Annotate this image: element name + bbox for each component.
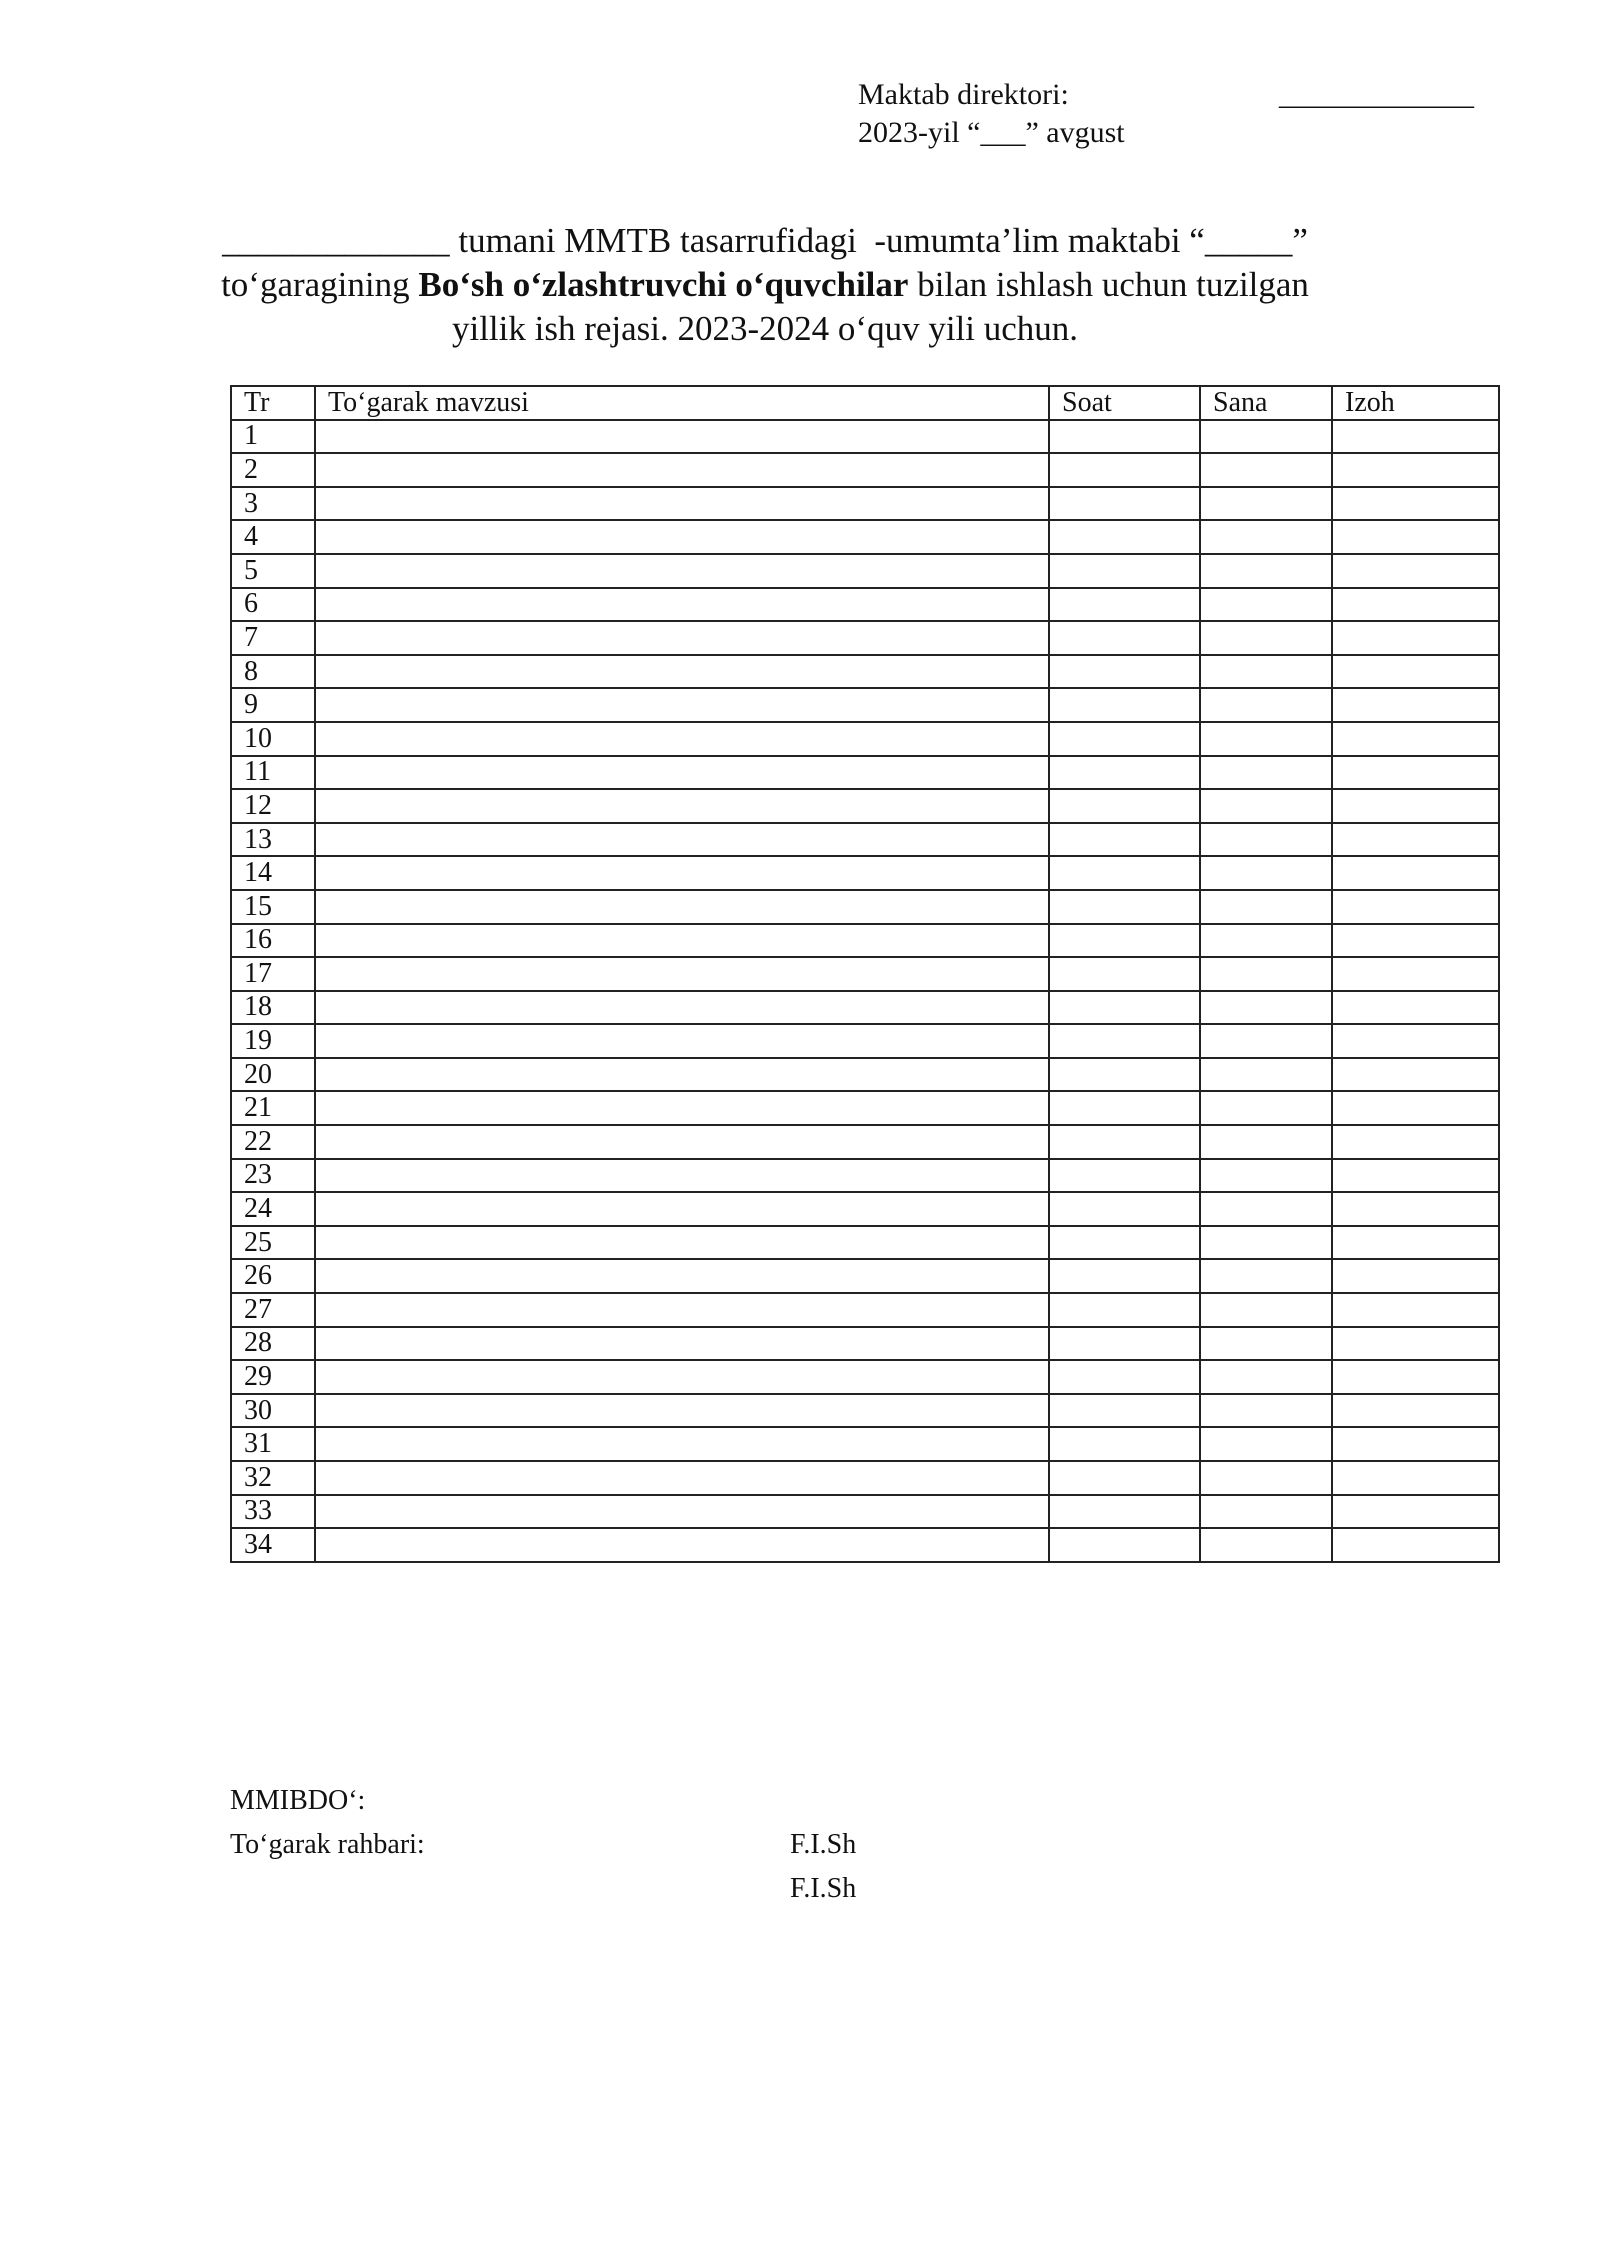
topic-cell[interactable]: [315, 1058, 1049, 1092]
soat-cell[interactable]: [1049, 856, 1200, 890]
sana-cell[interactable]: [1200, 1293, 1332, 1327]
table-row: [231, 856, 1499, 890]
table-row: [231, 1058, 1499, 1092]
table-row: [231, 722, 1499, 756]
topic-cell[interactable]: [315, 420, 1049, 454]
izoh-cell[interactable]: [1332, 991, 1499, 1025]
row-number: 9: [231, 688, 315, 722]
title-emphasis: Bo‘sh o‘zlashtruvchi o‘quvchilar: [418, 265, 909, 304]
title-line-3: yillik ish rejasi. 2023-2024 o‘quv yili uchun.: [451, 309, 1079, 348]
sana-cell[interactable]: [1200, 1226, 1332, 1260]
soat-cell[interactable]: [1049, 1495, 1200, 1529]
row-number: 18: [231, 991, 315, 1025]
izoh-cell[interactable]: [1332, 890, 1499, 924]
table-row: [231, 1495, 1499, 1529]
izoh-cell[interactable]: [1332, 856, 1499, 890]
row-number: 32: [231, 1461, 315, 1495]
column-header-tr: Tr: [231, 386, 315, 420]
table-row: [231, 1259, 1499, 1293]
row-number: 2: [231, 453, 315, 487]
soat-cell[interactable]: [1049, 1360, 1200, 1394]
row-number: 10: [231, 722, 315, 756]
row-number: 17: [231, 957, 315, 991]
table-row: [231, 621, 1499, 655]
sana-cell[interactable]: [1200, 655, 1332, 689]
table-row: [231, 1293, 1499, 1327]
topic-cell[interactable]: [315, 655, 1049, 689]
row-number: 14: [231, 856, 315, 890]
row-number: 6: [231, 588, 315, 622]
row-number: 19: [231, 1024, 315, 1058]
soat-cell[interactable]: [1049, 520, 1200, 554]
table-row: [231, 588, 1499, 622]
table-row: [231, 957, 1499, 991]
table-row: [231, 655, 1499, 689]
topic-cell[interactable]: [315, 621, 1049, 655]
izoh-cell[interactable]: [1332, 957, 1499, 991]
approval-date: 2023-yil “___” avgust: [858, 116, 1125, 149]
table-row: [231, 1528, 1499, 1562]
director-signature-line: _____________: [1279, 78, 1474, 111]
table-row: [231, 487, 1499, 521]
izoh-cell[interactable]: [1332, 1192, 1499, 1226]
izoh-cell[interactable]: [1332, 621, 1499, 655]
signature-footer: [230, 1735, 857, 1904]
row-number: 33: [231, 1495, 315, 1529]
izoh-cell[interactable]: [1332, 520, 1499, 554]
topic-cell[interactable]: [315, 1024, 1049, 1058]
row-number: 13: [231, 823, 315, 857]
izoh-cell[interactable]: [1332, 588, 1499, 622]
sana-cell[interactable]: [1200, 1259, 1332, 1293]
topic-cell[interactable]: [315, 520, 1049, 554]
table-body: [231, 420, 1499, 1562]
izoh-cell[interactable]: [1332, 823, 1499, 857]
izoh-cell[interactable]: [1332, 1528, 1499, 1562]
soat-cell[interactable]: [1049, 1058, 1200, 1092]
row-number: 4: [231, 520, 315, 554]
sana-cell[interactable]: [1200, 1058, 1332, 1092]
soat-cell[interactable]: [1049, 1226, 1200, 1260]
sana-cell[interactable]: [1200, 688, 1332, 722]
soat-cell[interactable]: [1049, 1293, 1200, 1327]
table-row: [231, 1360, 1499, 1394]
table-row: [231, 1024, 1499, 1058]
soat-cell[interactable]: [1049, 688, 1200, 722]
row-number: 15: [231, 890, 315, 924]
topic-cell[interactable]: [315, 1293, 1049, 1327]
director-label: Maktab direktori:: [858, 78, 1069, 111]
row-number: 30: [231, 1394, 315, 1428]
table-row: [231, 520, 1499, 554]
row-number: 8: [231, 655, 315, 689]
table-row: [231, 1192, 1499, 1226]
topic-cell[interactable]: [315, 722, 1049, 756]
row-number: 22: [231, 1125, 315, 1159]
column-header-topic: To‘garak mavzusi: [315, 386, 1049, 420]
table-row: [231, 1427, 1499, 1461]
sana-cell[interactable]: [1200, 957, 1332, 991]
column-header-sana: Sana: [1200, 386, 1332, 420]
izoh-cell[interactable]: [1332, 1293, 1499, 1327]
soat-cell[interactable]: [1049, 487, 1200, 521]
soat-cell[interactable]: [1049, 924, 1200, 958]
row-number: 29: [231, 1360, 315, 1394]
soat-cell[interactable]: [1049, 890, 1200, 924]
soat-cell[interactable]: [1049, 957, 1200, 991]
soat-cell[interactable]: [1049, 554, 1200, 588]
soat-cell[interactable]: [1049, 453, 1200, 487]
topic-cell[interactable]: [315, 856, 1049, 890]
table-row: [231, 823, 1499, 857]
sana-cell[interactable]: [1200, 856, 1332, 890]
sana-cell[interactable]: [1200, 1360, 1332, 1394]
sana-cell[interactable]: [1200, 1091, 1332, 1125]
table-row: [231, 1394, 1499, 1428]
row-number: 34: [231, 1528, 315, 1562]
izoh-cell[interactable]: [1332, 1058, 1499, 1092]
topic-cell[interactable]: [315, 1192, 1049, 1226]
topic-cell[interactable]: [315, 1327, 1049, 1361]
topic-cell[interactable]: [315, 789, 1049, 823]
soat-cell[interactable]: [1049, 1394, 1200, 1428]
topic-cell[interactable]: [315, 1495, 1049, 1529]
izoh-cell[interactable]: [1332, 1495, 1499, 1529]
mmibdo-label: MMIBDO‘:: [230, 1785, 366, 1816]
izoh-cell[interactable]: [1332, 1360, 1499, 1394]
table-row: [231, 789, 1499, 823]
topic-cell[interactable]: [315, 957, 1049, 991]
topic-cell[interactable]: [315, 1394, 1049, 1428]
title-line-1: _____________ tumani MMTB tasarrufidagi -umumta’lim maktabi “_____”: [222, 221, 1308, 260]
sana-cell[interactable]: [1200, 823, 1332, 857]
table-row: [231, 1226, 1499, 1260]
sana-cell[interactable]: [1200, 1024, 1332, 1058]
row-number: 25: [231, 1226, 315, 1260]
soat-cell[interactable]: [1049, 991, 1200, 1025]
izoh-cell[interactable]: [1332, 1259, 1499, 1293]
sana-cell[interactable]: [1200, 1125, 1332, 1159]
soat-cell[interactable]: [1049, 1024, 1200, 1058]
row-number: 16: [231, 924, 315, 958]
table-row: [231, 991, 1499, 1025]
sana-cell[interactable]: [1200, 789, 1332, 823]
topic-cell[interactable]: [315, 1461, 1049, 1495]
topic-cell[interactable]: [315, 1159, 1049, 1193]
sana-cell[interactable]: [1200, 588, 1332, 622]
izoh-cell[interactable]: [1332, 1024, 1499, 1058]
row-number: 27: [231, 1293, 315, 1327]
document-title: [200, 219, 1330, 351]
table-row: [231, 924, 1499, 958]
izoh-cell[interactable]: [1332, 1427, 1499, 1461]
row-number: 3: [231, 487, 315, 521]
table-row: [231, 453, 1499, 487]
sana-cell[interactable]: [1200, 1495, 1332, 1529]
izoh-cell[interactable]: [1332, 1394, 1499, 1428]
soat-cell[interactable]: [1049, 1091, 1200, 1125]
row-number: 31: [231, 1427, 315, 1461]
topic-cell[interactable]: [315, 1528, 1049, 1562]
izoh-cell[interactable]: [1332, 453, 1499, 487]
topic-cell[interactable]: [315, 1360, 1049, 1394]
sana-cell[interactable]: [1200, 924, 1332, 958]
leader-label: To‘garak rahbari:: [230, 1829, 425, 1860]
soat-cell[interactable]: [1049, 588, 1200, 622]
izoh-cell[interactable]: [1332, 1226, 1499, 1260]
soat-cell[interactable]: [1049, 1159, 1200, 1193]
sana-cell[interactable]: [1200, 420, 1332, 454]
topic-cell[interactable]: [315, 756, 1049, 790]
row-number: 11: [231, 756, 315, 790]
table-row: [231, 554, 1499, 588]
soat-cell[interactable]: [1049, 621, 1200, 655]
column-header-soat: Soat: [1049, 386, 1200, 420]
table-row: [231, 420, 1499, 454]
soat-cell[interactable]: [1049, 1427, 1200, 1461]
topic-cell[interactable]: [315, 1427, 1049, 1461]
soat-cell[interactable]: [1049, 823, 1200, 857]
title-line-2-prefix: to‘garagining: [221, 265, 419, 304]
topic-cell[interactable]: [315, 1125, 1049, 1159]
row-number: 12: [231, 789, 315, 823]
soat-cell[interactable]: [1049, 1259, 1200, 1293]
soat-cell[interactable]: [1049, 420, 1200, 454]
soat-cell[interactable]: [1049, 1327, 1200, 1361]
soat-cell[interactable]: [1049, 1192, 1200, 1226]
izoh-cell[interactable]: [1332, 1125, 1499, 1159]
izoh-cell[interactable]: [1332, 789, 1499, 823]
izoh-cell[interactable]: [1332, 554, 1499, 588]
sana-cell[interactable]: [1200, 1394, 1332, 1428]
soat-cell[interactable]: [1049, 1461, 1200, 1495]
topic-cell[interactable]: [315, 1226, 1049, 1260]
sana-cell[interactable]: [1200, 1461, 1332, 1495]
row-number: 7: [231, 621, 315, 655]
topic-cell[interactable]: [315, 890, 1049, 924]
mmibdo-name: F.I.Sh: [790, 1829, 857, 1860]
sana-cell[interactable]: [1200, 621, 1332, 655]
izoh-cell[interactable]: [1332, 688, 1499, 722]
table-row: [231, 756, 1499, 790]
sana-cell[interactable]: [1200, 1327, 1332, 1361]
sana-cell[interactable]: [1200, 722, 1332, 756]
sana-cell[interactable]: [1200, 487, 1332, 521]
leader-name: F.I.Sh: [790, 1873, 857, 1904]
table-row: [231, 1461, 1499, 1495]
row-number: 21: [231, 1091, 315, 1125]
izoh-cell[interactable]: [1332, 420, 1499, 454]
table-header-row: [231, 386, 1499, 420]
sana-cell[interactable]: [1200, 756, 1332, 790]
topic-cell[interactable]: [315, 588, 1049, 622]
sana-cell[interactable]: [1200, 890, 1332, 924]
table-row: [231, 890, 1499, 924]
row-number: 23: [231, 1159, 315, 1193]
soat-cell[interactable]: [1049, 1528, 1200, 1562]
soat-cell[interactable]: [1049, 722, 1200, 756]
topic-cell[interactable]: [315, 924, 1049, 958]
izoh-cell[interactable]: [1332, 1461, 1499, 1495]
table-row: [231, 1159, 1499, 1193]
soat-cell[interactable]: [1049, 756, 1200, 790]
table-row: [231, 1327, 1499, 1361]
row-number: 24: [231, 1192, 315, 1226]
row-number: 28: [231, 1327, 315, 1361]
izoh-cell[interactable]: [1332, 1159, 1499, 1193]
izoh-cell[interactable]: [1332, 655, 1499, 689]
sana-cell[interactable]: [1200, 453, 1332, 487]
row-number: 26: [231, 1259, 315, 1293]
izoh-cell[interactable]: [1332, 1327, 1499, 1361]
soat-cell[interactable]: [1049, 789, 1200, 823]
sana-cell[interactable]: [1200, 1528, 1332, 1562]
table-row: [231, 688, 1499, 722]
topic-cell[interactable]: [315, 554, 1049, 588]
izoh-cell[interactable]: [1332, 924, 1499, 958]
row-number: 20: [231, 1058, 315, 1092]
plan-table: [230, 385, 1500, 1563]
topic-cell[interactable]: [315, 688, 1049, 722]
topic-cell[interactable]: [315, 823, 1049, 857]
sana-cell[interactable]: [1200, 1192, 1332, 1226]
row-number: 1: [231, 420, 315, 454]
approval-header: [858, 76, 1125, 152]
sana-cell[interactable]: [1200, 554, 1332, 588]
row-number: 5: [231, 554, 315, 588]
soat-cell[interactable]: [1049, 1125, 1200, 1159]
sana-cell[interactable]: [1200, 520, 1332, 554]
sana-cell[interactable]: [1200, 991, 1332, 1025]
title-line-2-suffix: bilan ishlash uchun tuzilgan: [908, 265, 1309, 304]
sana-cell[interactable]: [1200, 1427, 1332, 1461]
table-row: [231, 1125, 1499, 1159]
topic-cell[interactable]: [315, 991, 1049, 1025]
topic-cell[interactable]: [315, 453, 1049, 487]
izoh-cell[interactable]: [1332, 1091, 1499, 1125]
izoh-cell[interactable]: [1332, 487, 1499, 521]
sana-cell[interactable]: [1200, 1159, 1332, 1193]
izoh-cell[interactable]: [1332, 756, 1499, 790]
soat-cell[interactable]: [1049, 655, 1200, 689]
title-line-2: [200, 263, 1330, 307]
topic-cell[interactable]: [315, 1259, 1049, 1293]
table-row: [231, 1091, 1499, 1125]
topic-cell[interactable]: [315, 487, 1049, 521]
izoh-cell[interactable]: [1332, 722, 1499, 756]
column-header-izoh: Izoh: [1332, 386, 1499, 420]
topic-cell[interactable]: [315, 1091, 1049, 1125]
